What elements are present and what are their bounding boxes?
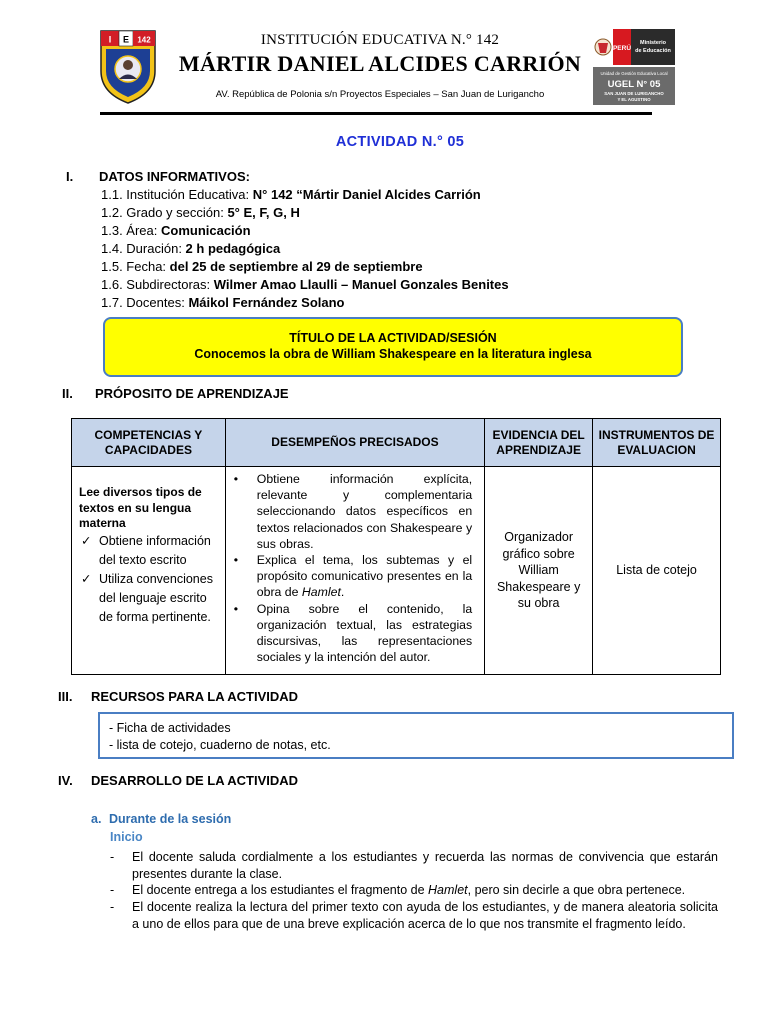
- list-item: [110, 849, 718, 882]
- bullet-icon: •: [233, 472, 239, 486]
- info-value: del 25 de septiembre al 29 de septiembre: [169, 259, 423, 274]
- table-row: [72, 467, 721, 675]
- ministry-line1: Ministerio: [640, 40, 666, 46]
- info-value: Wilmer Amao Llaulli – Manuel Gonzales Benites: [213, 277, 509, 292]
- section-title: DESARROLLO DE LA ACTIVIDAD: [91, 773, 299, 788]
- column-header-desempenos: DESEMPEÑOS PRECISADOS: [225, 419, 484, 467]
- info-label: 1.7. Docentes:: [101, 295, 189, 310]
- ugel-district-line1: SAN JUAN DE LURIGANCHO: [604, 91, 664, 96]
- session-title-text: Conocemos la obra de William Shakespeare en la literatura inglesa: [194, 347, 592, 361]
- info-label: 1.2. Grado y sección:: [101, 205, 228, 220]
- info-list: [101, 186, 661, 312]
- activity-steps-list: [110, 849, 718, 933]
- section-title: DATOS INFORMATIVOS:: [99, 169, 250, 184]
- section-number: IV.: [58, 773, 73, 788]
- desempeno-item: [232, 601, 472, 666]
- info-item: [101, 276, 661, 294]
- section-title: PRÓPOSITO DE APRENDIZAJE: [95, 386, 289, 401]
- info-item: [101, 294, 661, 312]
- phase-heading-inicio: Inicio: [110, 830, 143, 844]
- capacidad-text: Obtiene información del texto escrito: [99, 533, 211, 567]
- section-number: II.: [62, 386, 73, 401]
- step-text: El docente entrega a los estudiantes el fragmento de: [132, 883, 429, 898]
- desempeno-text-end: .: [340, 585, 345, 600]
- dash-marker: -: [110, 850, 115, 864]
- bullet-icon: •: [233, 553, 239, 568]
- peru-label: PERÚ: [612, 45, 632, 52]
- column-header-competencias: COMPETENCIAS Y CAPACIDADES: [72, 419, 226, 467]
- resource-item: - Ficha de actividades: [109, 721, 231, 735]
- crest-letter-e: E: [122, 34, 130, 45]
- desempeno-text: Opina sobre el contenido, la organización textual, las estrategias discursivas, las representaciones sociales y la intención del autor.: [256, 601, 473, 665]
- section-title: RECURSOS PARA LA ACTIVIDAD: [91, 689, 299, 704]
- capacidad-item: [79, 570, 219, 627]
- institution-name: MÁRTIR DANIEL ALCIDES CARRIÓN: [178, 51, 582, 76]
- resources-box: [98, 712, 734, 759]
- info-item: [101, 204, 661, 222]
- ugel-unit-label: Unidad de Gestión Educativa Local: [600, 71, 668, 76]
- info-item: [101, 186, 661, 204]
- school-crest-logo: [97, 27, 159, 105]
- info-value: N° 142 “Mártir Daniel Alcides Carrión: [252, 187, 481, 202]
- info-value: Máikol Fernández Solano: [188, 295, 345, 310]
- institution-address: AV. República de Polonia s/n Proyectos Especiales – San Juan de Lurigancho: [215, 89, 545, 100]
- step-text: El docente saluda cordialmente a los estudiantes y recuerda las normas de convivencia que estarán presentes durante la clase.: [132, 850, 718, 881]
- ugel-ministry-logo: [593, 29, 675, 105]
- instrumento-cell: Lista de cotejo: [593, 467, 721, 675]
- info-value: 2 h pedagógica: [185, 241, 281, 256]
- desempeno-item: [232, 471, 472, 552]
- column-header-evidencia: EVIDENCIA DEL APRENDIZAJE: [485, 419, 593, 467]
- subsection-label: a.: [91, 812, 102, 826]
- desempeno-text: Explica el tema, los subtemas y el propósito comunicativo presentes en la obra de: [256, 553, 473, 600]
- info-label: 1.1. Institución Educativa:: [101, 187, 253, 202]
- resource-item: - lista de cotejo, cuaderno de notas, etc.: [109, 737, 331, 752]
- dash-marker: -: [110, 883, 115, 898]
- bullet-icon: •: [233, 601, 239, 616]
- crest-number: 142: [137, 35, 151, 45]
- info-item: [101, 258, 661, 276]
- section-number: I.: [66, 169, 74, 184]
- ugel-number: UGEL N° 05: [607, 79, 661, 90]
- ministry-line2: de Educación: [635, 48, 671, 54]
- column-header-instrumentos: INSTRUMENTOS DE EVALUACION: [593, 419, 721, 467]
- subsection-title: Durante de la sesión: [109, 812, 232, 826]
- session-title-box: [103, 317, 683, 377]
- desempenos-cell: [225, 467, 484, 675]
- list-item: [110, 899, 718, 932]
- competencias-cell: [72, 467, 226, 675]
- crest-letter-i: I: [108, 34, 112, 45]
- institution-number: INSTITUCIÓN EDUCATIVA N.° 142: [260, 32, 500, 48]
- info-label: 1.5. Fecha:: [101, 259, 170, 274]
- desempeno-text: Obtiene información explícita, relevante y complementaria seleccionando datos específicos en textos relacionados con Shakespeare y sus obras.: [256, 472, 473, 551]
- capacidad-text: Utiliza convenciones del lenguaje escrito de forma pertinente.: [99, 571, 213, 624]
- checkmark-icon: ✓: [81, 571, 92, 586]
- info-label: 1.3. Área:: [101, 223, 161, 238]
- info-value: 5° E, F, G, H: [227, 205, 300, 220]
- info-label: 1.6. Subdirectoras:: [101, 277, 214, 292]
- info-label: 1.4. Duración:: [101, 241, 186, 256]
- header-divider: [100, 112, 652, 115]
- step-text: El docente realiza la lectura del primer texto con ayuda de los estudiantes, y de manera aleatoria solicita a uno de ellos para que de una breve explicación acerca de lo que nos transmite el fragmento leído.: [132, 900, 718, 931]
- learning-purpose-table: [71, 418, 721, 675]
- info-item: [101, 240, 661, 258]
- evidencia-cell: Organizador gráfico sobre William Shakespeare y su obra: [485, 467, 593, 675]
- work-title-italic: Hamlet: [301, 585, 341, 600]
- info-item: [101, 222, 661, 240]
- desempeno-item: [232, 552, 472, 601]
- document-header: [0, 0, 768, 118]
- section-number: III.: [58, 689, 73, 704]
- session-title-heading: TÍTULO DE LA ACTIVIDAD/SESIÓN: [289, 331, 497, 345]
- info-value: Comunicación: [160, 223, 251, 238]
- step-text-end: , pero sin decirle a que obra pertenece.: [467, 883, 686, 898]
- competencia-title: Lee diversos tipos de textos en su lengua materna: [79, 485, 202, 530]
- capacidad-item: [79, 532, 219, 570]
- work-title-italic: Hamlet: [428, 883, 468, 898]
- activity-title: ACTIVIDAD N.° 05: [335, 134, 465, 150]
- list-item: [110, 882, 718, 899]
- ugel-district-line2: Y EL AGUSTINO: [617, 97, 651, 102]
- dash-marker: -: [110, 900, 115, 915]
- checkmark-icon: ✓: [81, 533, 92, 548]
- table-header-row: [72, 419, 721, 467]
